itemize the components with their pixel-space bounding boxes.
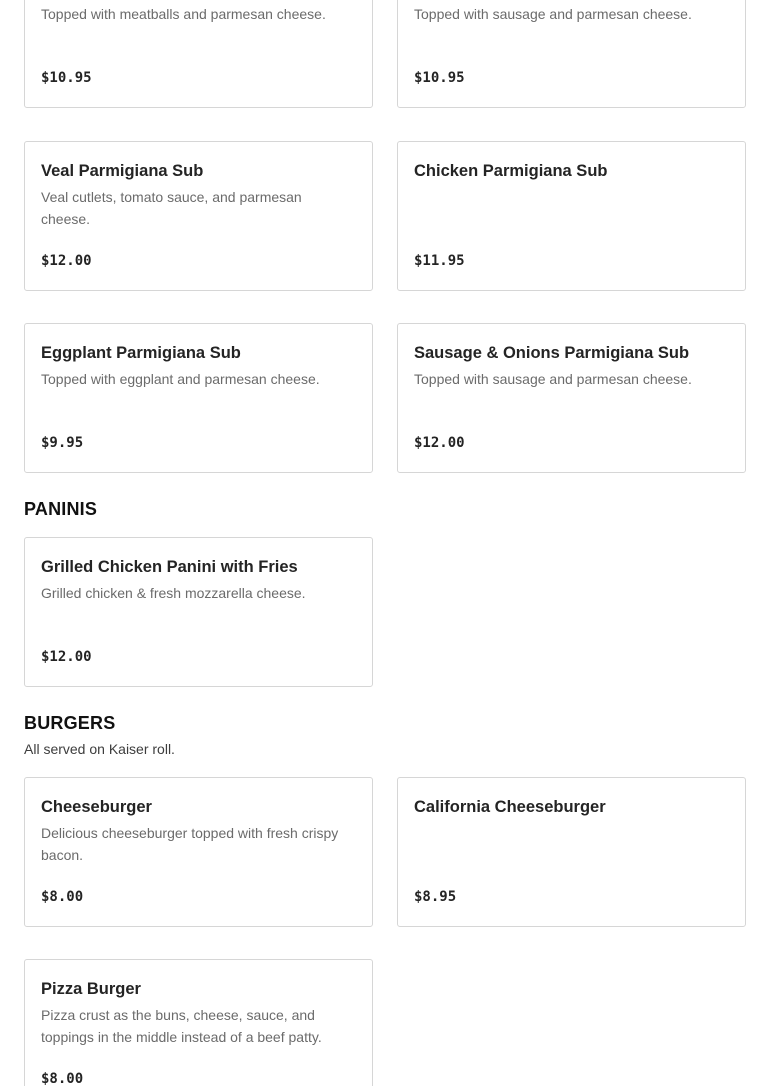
menu-item-card[interactable] <box>397 141 746 291</box>
menu-item-description: Topped with sausage and parmesan cheese. <box>414 6 692 22</box>
menu-item-card[interactable] <box>397 777 746 927</box>
section-note: All served on Kaiser roll. <box>24 741 175 757</box>
menu-item-description: Delicious cheeseburger topped with fresh crispy bacon. <box>41 825 339 863</box>
menu-item-card[interactable] <box>24 959 373 1086</box>
subs-partial-grid <box>24 0 746 108</box>
menu-item-description: Grilled chicken & fresh mozzarella cheese. <box>41 585 306 601</box>
menu-item-card[interactable] <box>24 141 373 291</box>
menu-item-card[interactable] <box>24 537 373 687</box>
subs-grid <box>24 141 746 473</box>
menu-item-name: Pizza Burger <box>41 980 141 998</box>
menu-item-name: Chicken Parmigiana Sub <box>414 162 608 180</box>
menu-item-price: $10.95 <box>41 70 92 86</box>
menu-item-description: Topped with meatballs and parmesan cheese. <box>41 6 326 22</box>
paninis-section-header <box>24 498 746 520</box>
menu-item-card[interactable] <box>24 777 373 927</box>
section-title: BURGERS <box>24 713 116 733</box>
menu-item-description: Veal cutlets, tomato sauce, and parmesan cheese. <box>41 189 302 227</box>
menu-item-price: $9.95 <box>41 435 84 451</box>
section-title: PANINIS <box>24 499 98 519</box>
menu-item-name: Cheeseburger <box>41 798 152 816</box>
menu-item-description: Topped with eggplant and parmesan cheese. <box>41 371 320 387</box>
menu-item-card[interactable] <box>24 0 373 108</box>
menu-item-description: Topped with sausage and parmesan cheese. <box>414 371 692 387</box>
menu-item-card[interactable] <box>397 323 746 473</box>
menu-item-card[interactable] <box>24 323 373 473</box>
menu-item-price: $8.00 <box>41 889 84 905</box>
menu-item-price: $8.00 <box>41 1071 84 1086</box>
menu-item-price: $10.95 <box>414 70 465 86</box>
menu-item-name: Sausage & Onions Parmigiana Sub <box>414 344 690 362</box>
menu-item-card[interactable] <box>397 0 746 108</box>
menu-item-price: $11.95 <box>414 253 465 269</box>
menu-item-price: $12.00 <box>414 435 465 451</box>
paninis-grid <box>24 537 746 687</box>
menu-item-name: Veal Parmigiana Sub <box>41 162 204 180</box>
burgers-section-header <box>24 712 746 759</box>
menu-item-name: Eggplant Parmigiana Sub <box>41 344 241 362</box>
menu-item-name: Grilled Chicken Panini with Fries <box>41 558 298 576</box>
menu-item-price: $12.00 <box>41 649 92 665</box>
menu-item-name: California Cheeseburger <box>414 798 606 816</box>
burgers-grid <box>24 777 746 1086</box>
menu-item-price: $8.95 <box>414 889 457 905</box>
menu-item-price: $12.00 <box>41 253 92 269</box>
menu-item-description: Pizza crust as the buns, cheese, sauce, and toppings in the middle instead of a beef patty. <box>41 1007 322 1045</box>
